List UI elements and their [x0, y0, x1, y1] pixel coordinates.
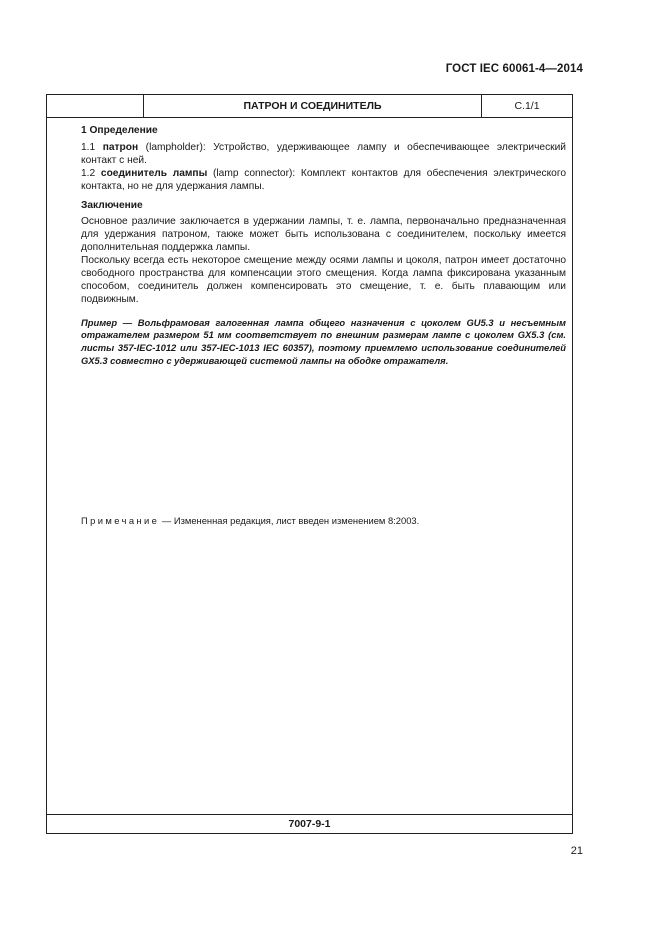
- definition-number: 1.2: [81, 167, 101, 179]
- standard-designation: ГОСТ IEC 60061-4—2014: [445, 63, 583, 75]
- sheet-content: [81, 125, 566, 367]
- sheet-title: ПАТРОН И СОЕДИНИТЕЛЬ: [144, 95, 482, 117]
- sheet-code: С.1/1: [514, 100, 540, 112]
- definition-text: (lamp connector): Комплект контактов для обеспечения электрического контакта, но не для удержания лампы.: [81, 167, 566, 192]
- example-paragraph: Пример — Вольфрамовая галогенная лампа общего назначения с цоколем GU5.3 и несъемным отражателем размером 51 мм соответствует по внешним размерам лампе с цоколем GX5.3 (см. листы 357-IEC-1012 или 357-IEC-1013 IEC 60357), поэтому приемлемо использование соединителей GX5.3 совместно с удерживающей системой лампы на ободке отражателя.: [81, 316, 566, 366]
- note: [81, 515, 566, 526]
- definition-text: (lampholder): Устройство, удерживающее лампу и обеспечивающее электрический контакт с ней.: [81, 141, 566, 166]
- title-cell-empty: [47, 95, 144, 117]
- note-text: — Измененная редакция, лист введен изменением 8:2003.: [159, 515, 420, 526]
- definition-number: 1.1: [81, 141, 103, 153]
- definition-1-1: [81, 142, 566, 168]
- sheet-number: 7007-9-1: [47, 814, 572, 833]
- note-label: Примечание: [81, 515, 160, 526]
- definition-term: патрон: [102, 141, 139, 153]
- definition-term: соединитель лампы: [100, 167, 208, 179]
- conclusion-paragraph-2: Поскольку всегда есть некоторое смещение между осями лампы и цоколя, патрон имеет достаточно свободного пространства для компенсации этого смещения. Когда лампа фиксирована указанным способом, соединитель должен компенсировать это смещение, т. е. быть плавающим или подвижным.: [81, 255, 566, 305]
- conclusion-paragraph-1: Основное различие заключается в удержании лампы, т. е. лампа, первоначально предназначенная для удержания патроном, также может быть использована с соединителем, поскольку имеется дополнительная поддержка лампы.: [81, 216, 566, 254]
- sheet-title-row: [47, 95, 572, 118]
- sheet-frame: [46, 94, 573, 834]
- definition-1-2: [81, 168, 566, 194]
- section-heading-conclusion: Заключение: [81, 199, 143, 211]
- section-heading-definition: 1 Определение: [81, 125, 158, 136]
- page-number: 21: [570, 845, 583, 857]
